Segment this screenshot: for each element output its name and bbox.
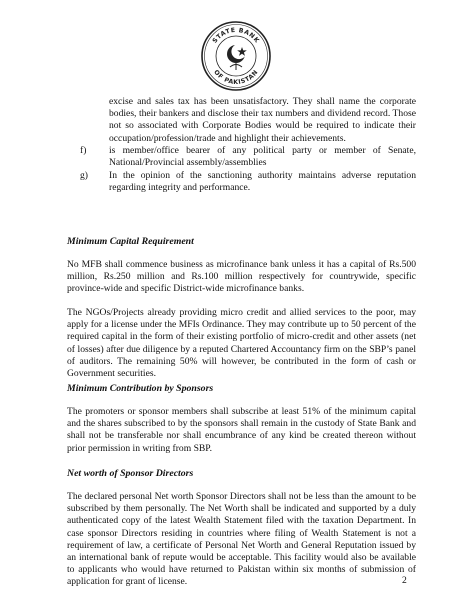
state-bank-seal-logo	[200, 20, 272, 92]
list-item-e-continuation: excise and sales tax has been unsatisfactory. They shall name the corporate bodies, their bankers and disclose their tax numbers and dividend record. Those not so associated with Corporate Bodies would be required to indicate their occupation/profession/trade and highlight their achievements.	[109, 96, 416, 144]
list-item-g-text: In the opinion of the sanctioning authority maintains adverse reputation regarding integrity and performance.	[109, 170, 416, 194]
list-item-g-letter: g)	[80, 170, 88, 181]
seal-top-text: STATE BANK	[211, 26, 261, 45]
heading-net-worth: Net worth of Sponsor Directors	[67, 468, 194, 479]
list-item-f-letter: f)	[80, 145, 87, 156]
svg-text:OF PAKISTAN	[212, 69, 260, 86]
paragraph-minimum-capital-2: The NGOs/Projects already providing micro credit and allied services to the poor, may apply for a license under the MFIs Ordinance. They may contribute up to 50 percent of the required capital in the form of their existing portfolio of micro-credit and other assets (net of losses) after due diligence by a reputed Chartered Accountancy firm on the SBP’s panel of auditors. The remaining 50% will however, be contributed in the form of cash or Government securities.	[67, 307, 416, 380]
paragraph-net-worth: The declared personal Net worth Sponsor Directors shall not be less than the amount to be subscribed by them personally. The Net Worth shall be indicated and supported by a duly authenticated copy of the latest Wealth Statement filed with the taxation Department. In case sponsor Directors residing in countries where filing of Wealth Statement is not a requirement of law, a certificate of Personal Net Worth and General Reputation issued by an international bank of repute would be acceptable. This facility would also be available to applicants who would have returned to Pakistan within six months of submission of application for grant of license.	[67, 491, 416, 588]
heading-minimum-capital: Minimum Capital Requirement	[67, 236, 194, 247]
list-item-f-text: is member/office bearer of any political party or member of Senate, National/Provincial assembly/assemblies	[109, 145, 416, 169]
page-number: 2	[402, 575, 407, 586]
paragraph-minimum-capital-1: No MFB shall commence business as microfinance bank unless it has a capital of Rs.500 million, Rs.250 million and Rs.100 million respectively for countrywide, specific province-wide and specific District-wide microfinance banks.	[67, 259, 416, 295]
heading-minimum-contribution: Minimum Contribution by Sponsors	[67, 383, 214, 394]
paragraph-minimum-contribution: The promoters or sponsor members shall subscribe at least 51% of the minimum capital and the shares subscribed to by the sponsors shall remain in the custody of State Bank and shall not be transferable nor shall encumbrance of any kind be created thereon without prior permission in writing from SBP.	[67, 406, 416, 454]
seal-bottom-text: OF PAKISTAN	[212, 68, 260, 87]
